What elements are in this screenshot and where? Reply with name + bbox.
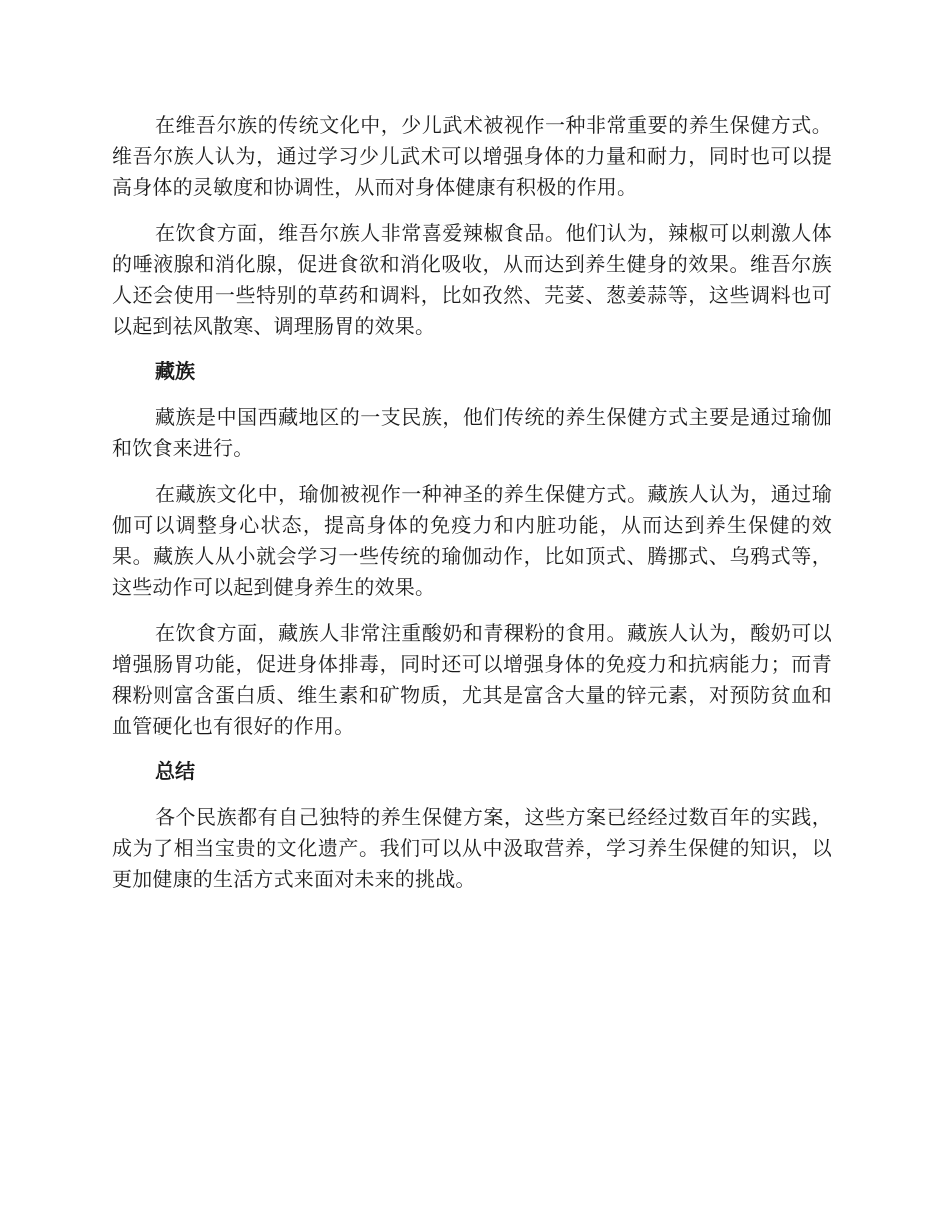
paragraph-tibetan-yoga: 在藏族文化中，瑜伽被视作一种神圣的养生保健方式。藏族人认为，通过瑜伽可以调整身心状态，提高身体的免疫力和内脏功能，从而达到养生保健的效果。藏族人从小就会学习一些传统的瑜伽动作，比如顶式、腾挪式、乌鸦式等，这些动作可以起到健身养生的效果。: [112, 482, 832, 599]
paragraph-summary: 各个民族都有自己独特的养生保健方案，这些方案已经经过数百年的实践，成为了相当宝贵的文化遗产。我们可以从中汲取营养，学习养生保健的知识，以更加健康的生活方式来面对未来的挑战。: [112, 805, 832, 891]
paragraph-uyghur-diet: 在饮食方面，维吾尔族人非常喜爱辣椒食品。他们认为，辣椒可以刺激人体的唾液腺和消化腺，促进食欲和消化吸收，从而达到养生健身的效果。维吾尔族人还会使用一些特别的草药和调料，比如孜然、芫荽、葱姜蒜等，这些调料也可以起到祛风散寒、调理肠胃的效果。: [112, 221, 832, 338]
paragraph-tibetan-diet: 在饮食方面，藏族人非常注重酸奶和青稞粉的食用。藏族人认为，酸奶可以增强肠胃功能，促进身体排毒，同时还可以增强身体的免疫力和抗病能力；而青稞粉则富含蛋白质、维生素和矿物质，尤其是富含大量的锌元素，对预防贫血和血管硬化也有很好的作用。: [112, 621, 832, 738]
section-heading-summary: 总结: [155, 759, 195, 783]
document-body: [112, 110, 832, 910]
section-heading-tibetan: 藏族: [155, 359, 195, 383]
paragraph-uyghur-martial-arts: 在维吾尔族的传统文化中，少儿武术被视作一种非常重要的养生保健方式。维吾尔族人认为，通过学习少儿武术可以增强身体的力量和耐力，同时也可以提高身体的灵敏度和协调性，从而对身体健康有积极的作用。: [112, 113, 832, 199]
paragraph-tibetan-intro: 藏族是中国西藏地区的一支民族，他们传统的养生保健方式主要是通过瑜伽和饮食来进行。: [112, 405, 832, 460]
